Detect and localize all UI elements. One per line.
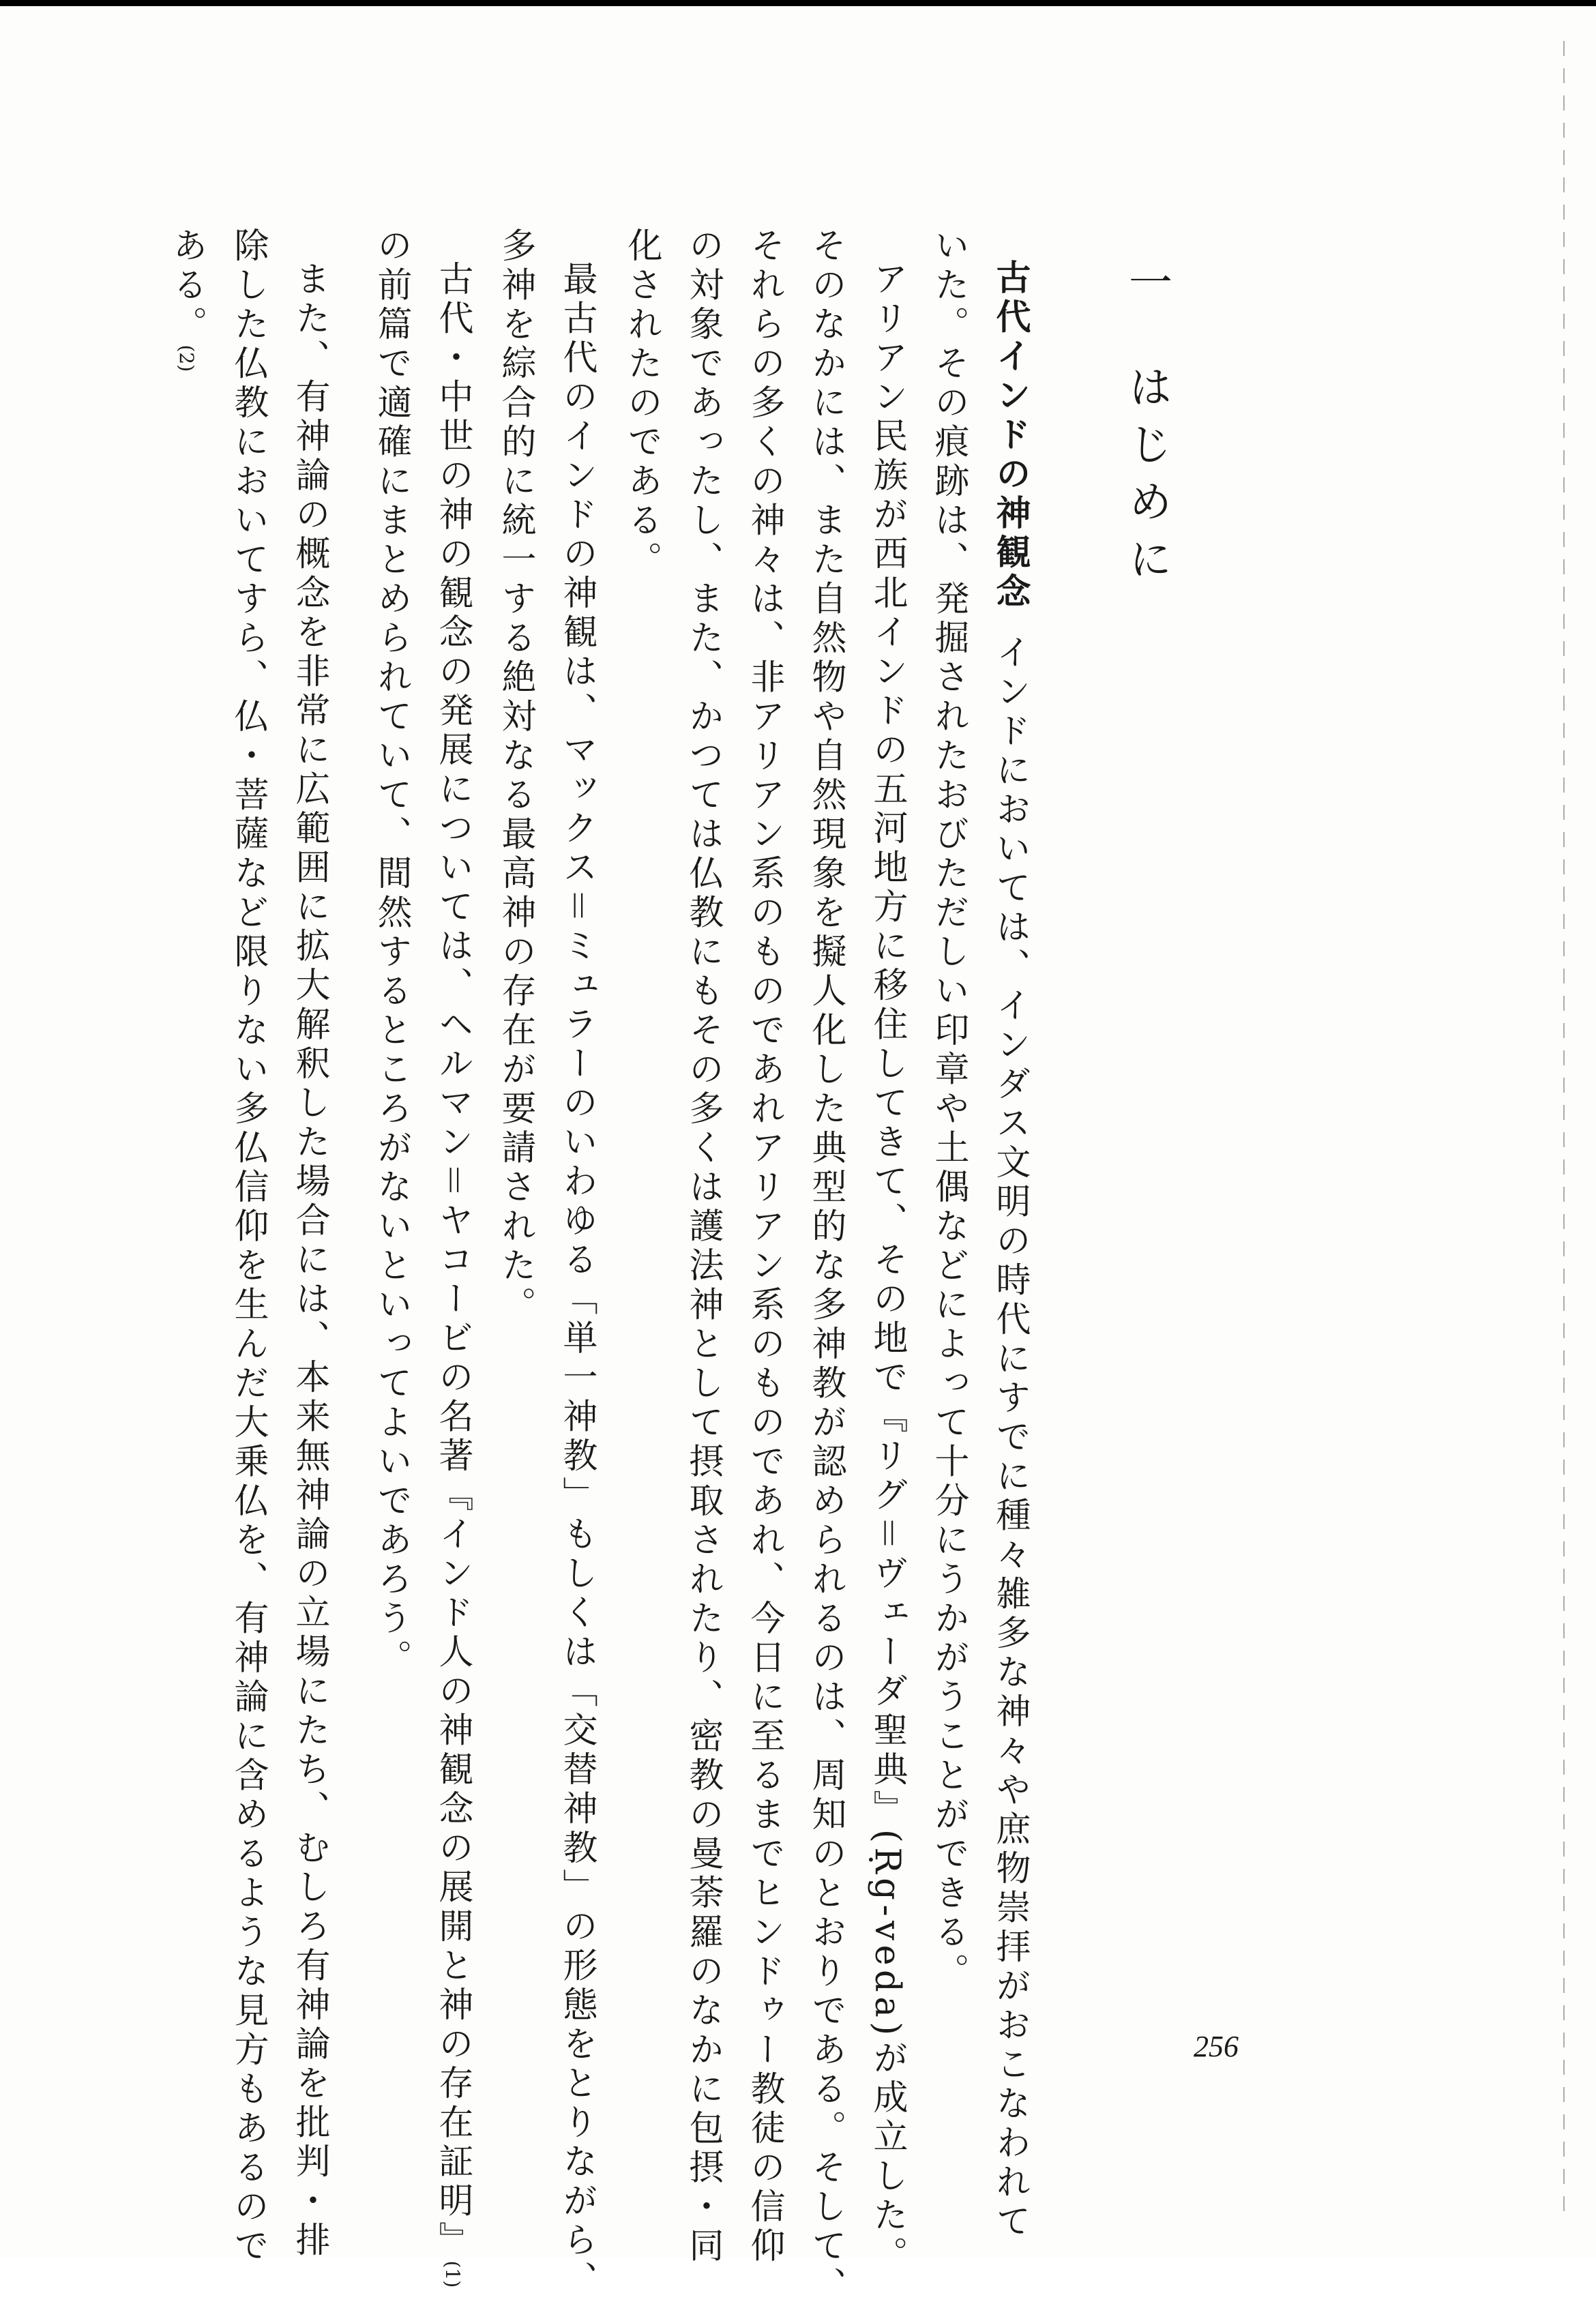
chapter-heading [1115,259,1178,593]
text-line-9: 多神を綜合的に統一する絶対なる最高神の存在が要請された。 [495,227,535,1325]
text-line-10-body: 古代・中世の神の観念の発展については、ヘルマン＝ヤコービの名著『インド人の神観念の展開と神の存在証明』 [432,261,473,2261]
text-line-8: 最古代のインドの神観は、マックス＝ミュラーのいわゆる「単一神教」もしくは「交替神教」の形態をとりながら、 [557,261,597,2300]
page-edge-shadow [1563,41,1565,2223]
text-line-14-body: ある。 [166,227,207,345]
text-line-2: いた。その痕跡は、発掘されたおびただしい印章や土偶などによって十分にうかがうことができる。 [928,227,969,1992]
scan-top-border [0,0,1596,6]
section-heading: 古代インドの神観念 [990,259,1030,612]
text-line-11: の前篇で適確にまとめられていて、間然するところがないといってよいであろう。 [371,227,411,1679]
text-line-5: それらの多くの神々は、非アリアン系のものであれアリアン系のものであれ、今日に至るまでヒンドゥー教徒の信仰 [744,227,784,2266]
text-line-1 [990,259,1030,2242]
text-line-12: また、有神論の概念を非常に広範囲に拡大解釈した場合には、本来無神論の立場にたち、むしろ有神論を批判・排 [289,261,329,2261]
text-line-1-body: インドにおいては、インダス文明の時代にすでに種々雑多な神々や庶物崇拝がおこなわれて [990,634,1030,2242]
text-line-6: の対象であったし、また、かつては仏教にもその多くは護法神として摂取されたり、密教の曼荼羅のなかに包摂・同 [683,227,723,2266]
text-line-14 [166,227,207,372]
note-ref-2: (2) [175,344,198,372]
text-line-10 [432,261,473,2288]
note-ref-1: (1) [441,2260,464,2288]
page-number: 256 [1194,2030,1239,2063]
chapter-title: はじめに [1121,364,1172,593]
text-line-3: アリアン民族が西北インドの五河地方に移住してきて、その地で『リグ＝ヴェーダ聖典』(Ṛg-veda)が成立した。 [867,261,907,2275]
text-line-4: そのなかには、また自然物や自然現象を擬人化した典型的な多神教が認められるのは、周知のとおりである。そして、 [806,227,846,2306]
text-line-7: 化されたのである。 [621,227,662,580]
chapter-number: 一 [1121,259,1172,316]
text-line-13: 除した仏教においてすら、仏・菩薩など限りない多仏信仰を生んだ大乗仏を、有神論に含めるような見方もあるので [228,227,268,2266]
